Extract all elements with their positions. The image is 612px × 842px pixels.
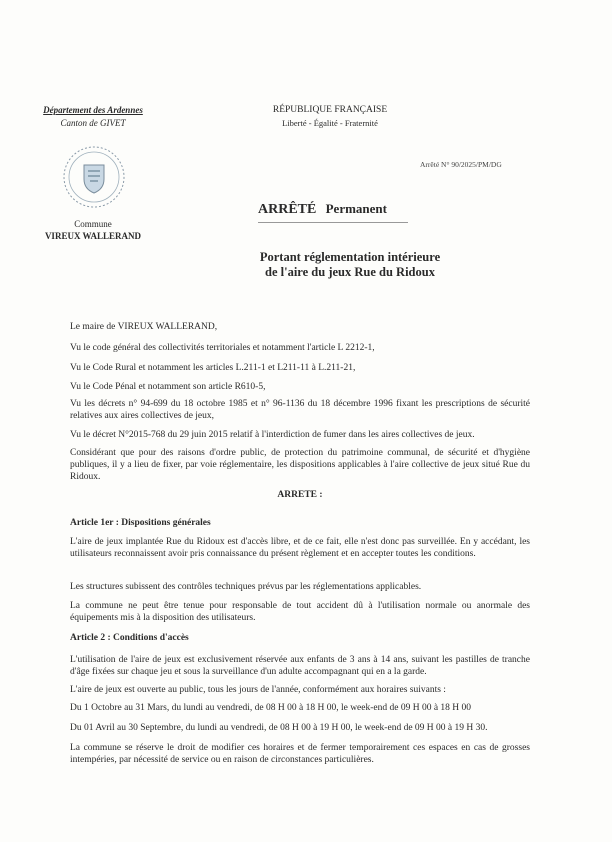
department-name bbox=[28, 104, 158, 116]
decree-subject bbox=[225, 250, 475, 280]
article-2-hours-winter: Du 1 Octobre au 31 Mars, du lundi au vendredi, de 08 H 00 à 18 H 00, le week-end de 09 H 00 à 18 H 00 bbox=[70, 703, 472, 713]
decree-reference: Arrêté N° 90/2025/PM/DG bbox=[420, 160, 502, 169]
commune-name: VIREUX WALLERAND bbox=[44, 231, 142, 241]
mayor-line: Le maire de VIREUX WALLERAND, bbox=[70, 322, 218, 332]
department-label: Département des Ardennes bbox=[43, 105, 143, 115]
article-1-heading: Article 1er : Dispositions générales bbox=[70, 518, 211, 528]
title-underline bbox=[258, 222, 408, 223]
article-2-hours-summer: Du 01 Avril au 30 Septembre, du lundi au vendredi, de 08 H 00 à 19 H 00, le week-end de 09 H 00 à 19 H 30. bbox=[70, 723, 488, 733]
vu-line-2: Vu le Code Rural et notamment les articles L.211-1 et L211-11 à L.211-21, bbox=[70, 363, 356, 373]
arrete-heading: ARRETE : bbox=[277, 490, 323, 500]
canton-name: Canton de GIVET bbox=[60, 118, 126, 128]
commune-label: Commune bbox=[74, 219, 112, 229]
article-2-paragraph-5: La commune se réserve le droit de modifier ces horaires et de fermer temporairement ces espaces en cas de grosses intempéries, par nécessité de service ou en raison de circonstances particulières. bbox=[70, 743, 530, 765]
article-1-paragraph-1: L'aire de jeux implantée Rue du Ridoux est d'accès libre, et de ce fait, elle n'est donc pas surveillée. En y accédant, les utilisateurs reconnaissent avoir pris connaissance du présent règlement et en accepter toutes les conditions. bbox=[70, 537, 530, 559]
decree-type: Permanent bbox=[325, 201, 387, 216]
vu-line-1: Vu le code général des collectivités territoriales et notamment l'article L 2212-1, bbox=[70, 343, 375, 353]
considerant-paragraph: Considérant que pour des raisons d'ordre public, de protection du patrimoine communal, de sécurité et d'hygiène publiques, il y a lieu de fixer, par voie réglementaire, les dispositions applicables à l'aire collective de jeux situé Rue du Ridoux. bbox=[70, 448, 530, 482]
subject-line-1: Portant réglementation intérieure bbox=[259, 250, 441, 264]
vu-line-3: Vu le Code Pénal et notamment son article R610-5, bbox=[70, 382, 266, 392]
article-2-heading: Article 2 : Conditions d'accès bbox=[70, 633, 189, 643]
vu-line-4: Vu les décrets n° 94-699 du 18 octobre 1985 et n° 96-1136 du 18 décembre 1996 fixant les prescriptions de sécurité relatives aux aires collectives de jeux, bbox=[70, 399, 530, 421]
article-2-paragraph-1: L'utilisation de l'aire de jeux est exclusivement réservée aux enfants de 3 ans à 14 ans, suivant les pastilles de tranche d'âge fixées sur chaque jeu et sous la surveillance d'un adulte accompagnant qui en a la garde. bbox=[70, 655, 530, 677]
article-1-paragraph-2: Les structures subissent des contrôles techniques prévus par les réglementations applicables. bbox=[70, 582, 422, 592]
article-1-paragraph-3: La commune ne peut être tenue pour responsable de tout accident dû à l'utilisation normale ou anormale des équipements mis à la disposition des utilisateurs. bbox=[70, 601, 530, 623]
republic-motto: Liberté - Égalité - Fraternité bbox=[282, 118, 378, 128]
article-2-paragraph-2: L'aire de jeux est ouverte au public, tous les jours de l'année, conformément aux horaires suivants : bbox=[70, 685, 446, 695]
municipal-seal-icon bbox=[62, 145, 126, 209]
vu-line-5: Vu le décret N°2015-768 du 29 juin 2015 relatif à l'interdiction de fumer dans les aires collectives de jeux. bbox=[70, 430, 475, 440]
republic-name: RÉPUBLIQUE FRANÇAISE bbox=[272, 105, 388, 115]
subject-line-2: de l'aire du jeux Rue du Ridoux bbox=[265, 265, 435, 279]
decree-title-word: ARRÊTÉ bbox=[258, 202, 317, 217]
decree-title bbox=[258, 201, 387, 218]
